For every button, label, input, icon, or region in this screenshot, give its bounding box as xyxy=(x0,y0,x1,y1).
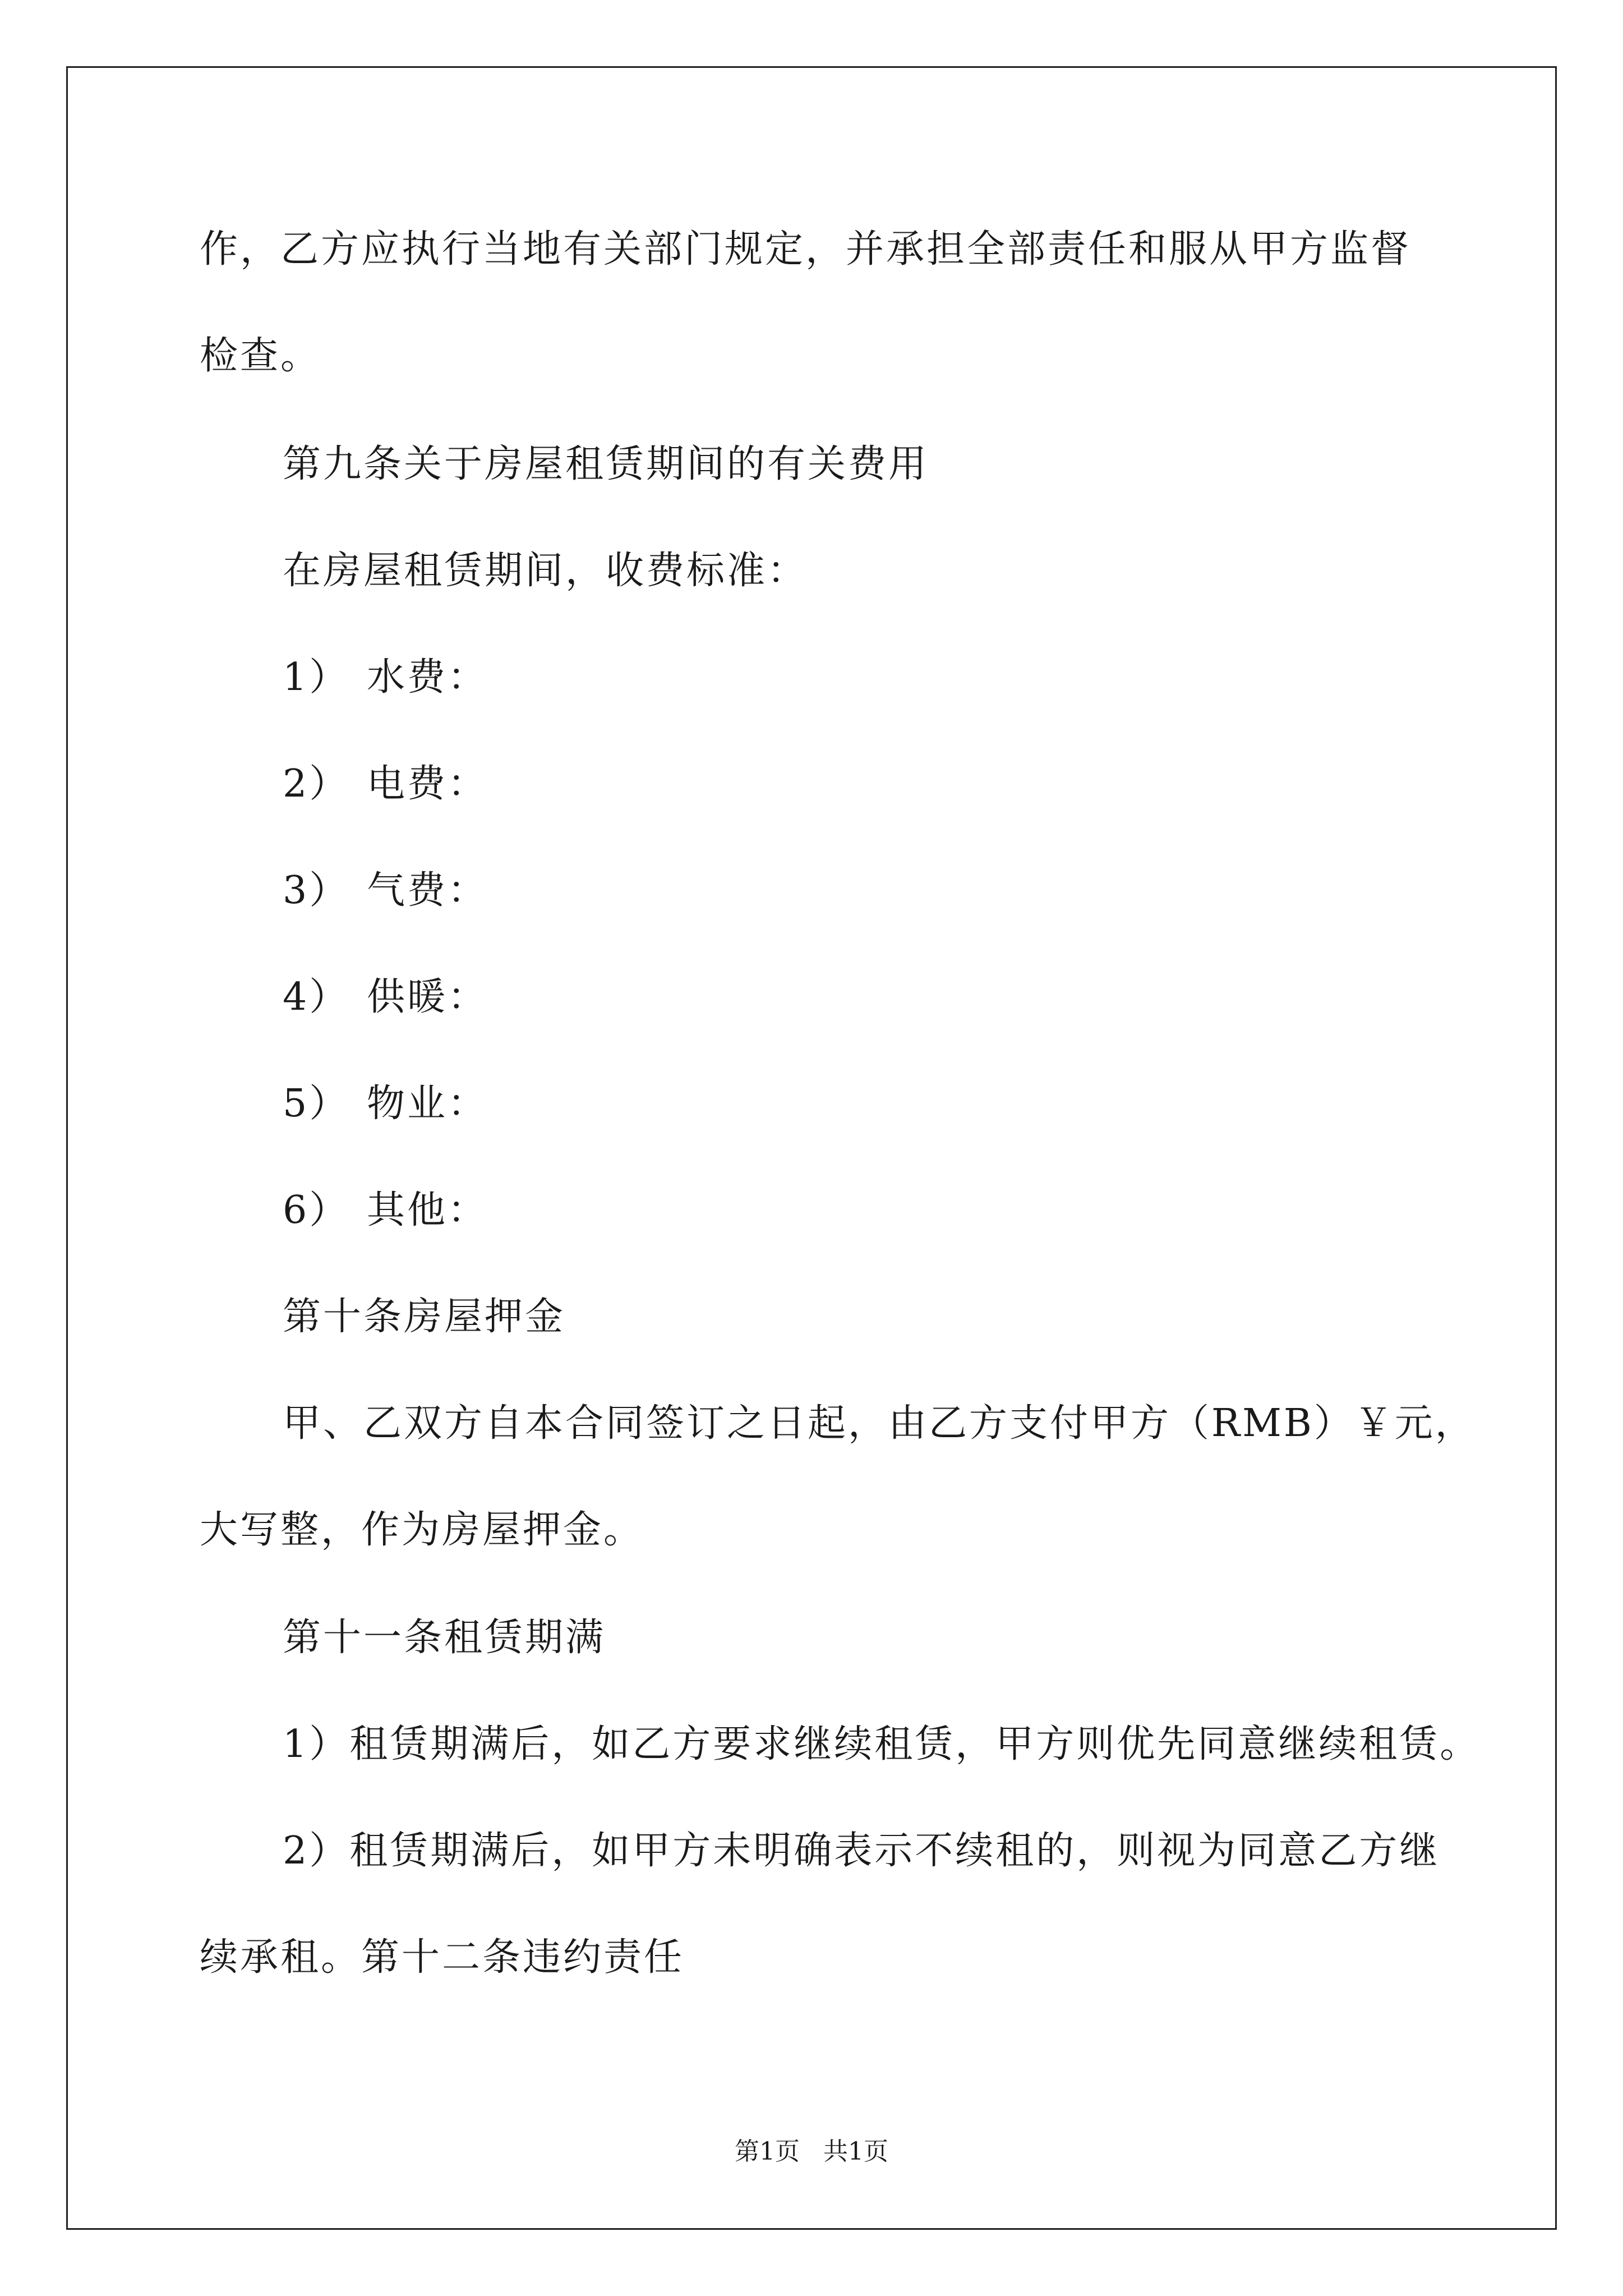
paragraph-line: 甲、乙双方自本合同签订之日起，由乙方支付甲方（RMB）￥元， xyxy=(283,1401,1476,1446)
fee-item-gas xyxy=(283,868,488,913)
section-heading-10: 第十条房屋押金 xyxy=(283,1295,566,1339)
fee-item-label: 电费： xyxy=(367,762,488,806)
fee-item-electricity xyxy=(283,762,488,807)
fee-item-label: 水费： xyxy=(367,655,488,700)
fee-item-water xyxy=(283,655,488,700)
fee-item-number: 3） xyxy=(283,868,350,913)
page-border xyxy=(66,66,1557,2230)
paragraph-line: 检查。 xyxy=(200,334,321,378)
fee-item-number: 6） xyxy=(283,1188,350,1232)
paragraph-line: 2）租赁期满后，如甲方未明确表示不续租的，则视为同意乙方继 xyxy=(283,1829,1440,1873)
paragraph-line: 大写整，作为房屋押金。 xyxy=(200,1508,644,1552)
fee-item-number: 4） xyxy=(283,975,350,1019)
fee-item-property xyxy=(283,1082,488,1126)
paragraph-line: 在房屋租赁期间，收费标准： xyxy=(283,549,808,593)
fee-item-number: 2） xyxy=(283,762,350,806)
fee-item-number: 1） xyxy=(283,655,350,700)
fee-item-label: 其他： xyxy=(367,1188,488,1232)
fee-item-label: 物业： xyxy=(367,1082,488,1126)
paragraph-line: 续承租。第十二条违约责任 xyxy=(200,1935,685,1980)
paragraph-line: 1）租赁期满后，如乙方要求继续租赁，甲方则优先同意继续租赁。 xyxy=(283,1722,1481,1766)
fee-item-number: 5） xyxy=(283,1082,350,1126)
page-number-footer: 第1页 共1页 xyxy=(735,2137,888,2166)
fee-item-label: 气费： xyxy=(367,868,488,913)
section-heading-9: 第九条关于房屋租赁期间的有关费用 xyxy=(283,442,929,486)
fee-item-other xyxy=(283,1188,488,1233)
paragraph-line: 作，乙方应执行当地有关部门规定，并承担全部责任和服从甲方监督 xyxy=(200,227,1412,272)
section-heading-11: 第十一条租赁期满 xyxy=(283,1616,606,1660)
fee-item-label: 供暖： xyxy=(367,975,488,1019)
fee-item-heating xyxy=(283,975,488,1020)
